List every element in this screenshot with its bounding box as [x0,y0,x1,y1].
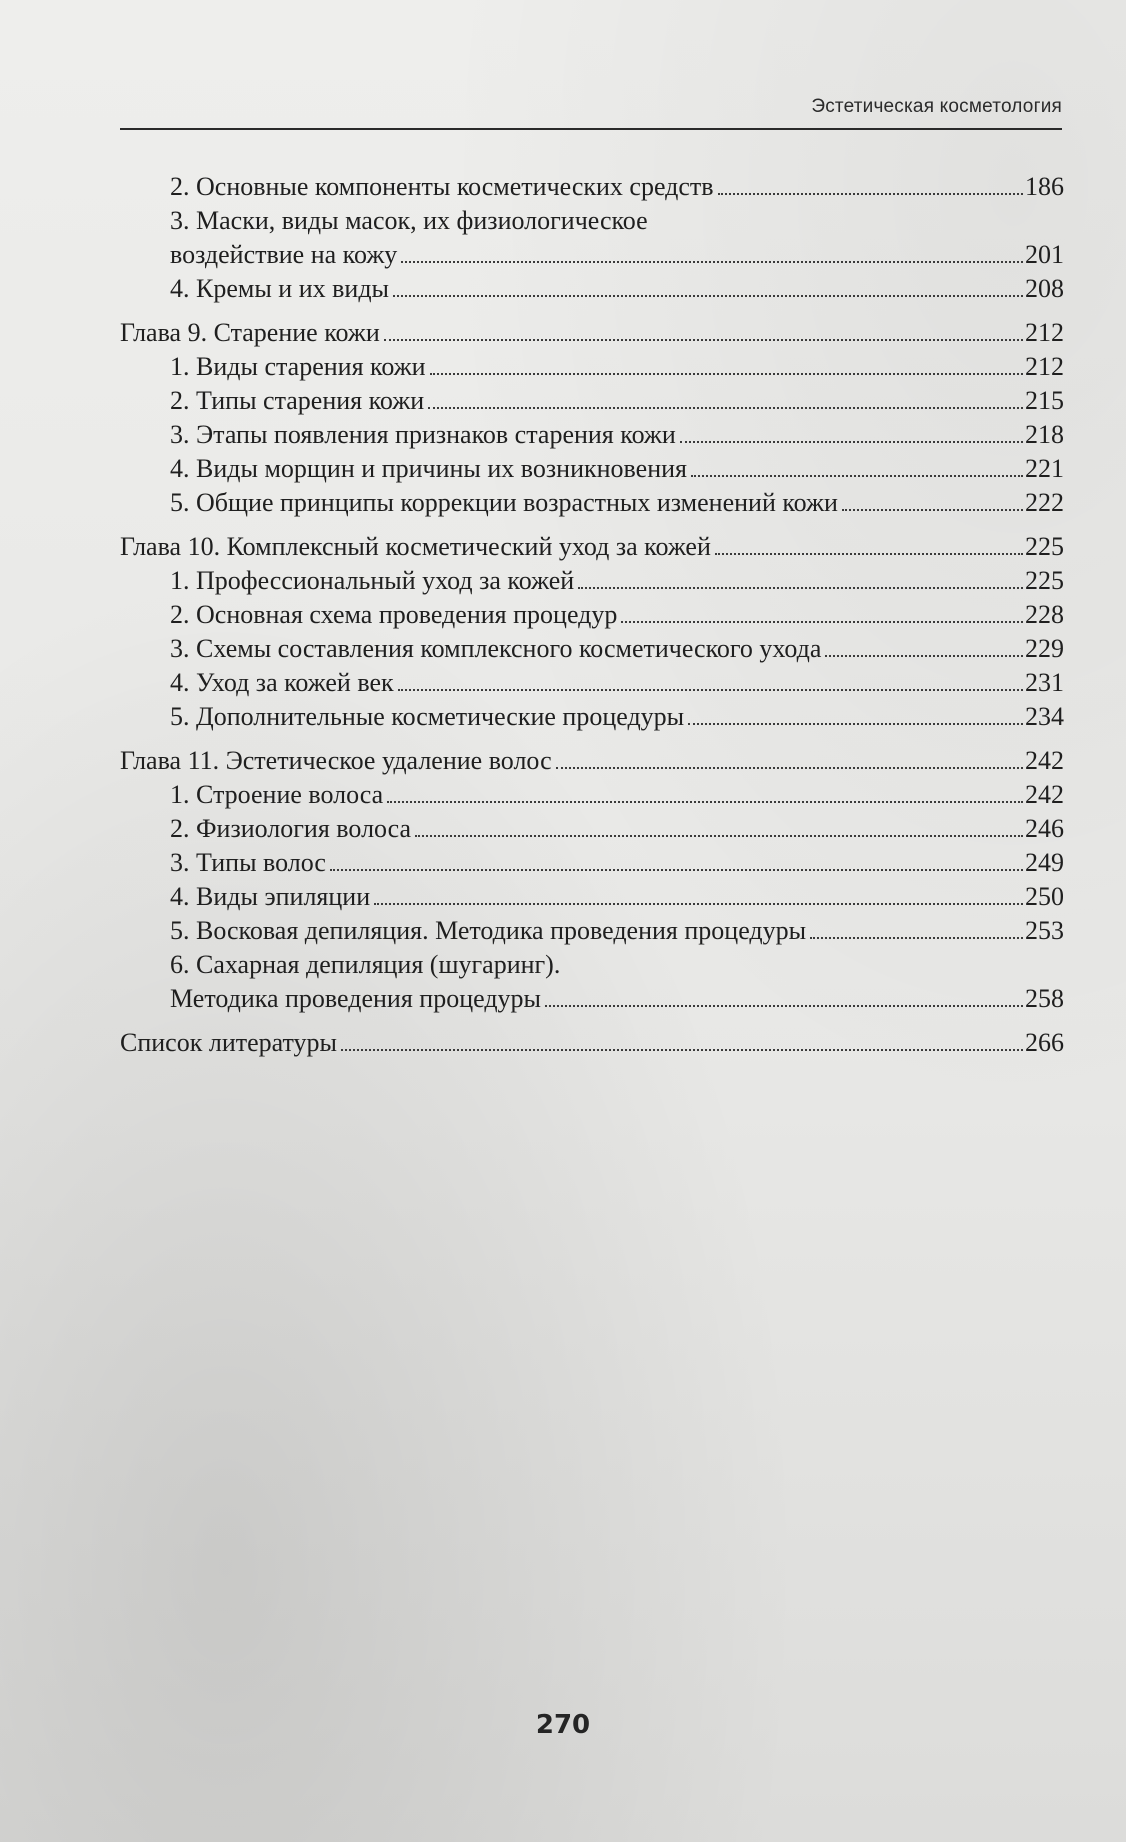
toc-entry-page: 249 [1025,848,1064,877]
dot-leader [578,587,1023,589]
toc-entry-page: 242 [1025,780,1064,809]
toc-chapter [120,316,1064,350]
toc-entry-page: 229 [1025,634,1064,663]
toc-entry-page: 212 [1025,352,1064,381]
toc-entry-title: 3. Типы волос [170,848,326,877]
dot-leader [415,835,1023,837]
dot-leader [715,553,1023,555]
toc-entry-page: 212 [1025,318,1064,347]
toc-entry-page: 242 [1025,746,1064,775]
dot-leader [387,801,1023,803]
dot-leader [691,475,1023,477]
toc-entry-title: 2. Типы старения кожи [170,386,425,415]
toc-entry [120,666,1064,700]
toc-entry-title: 3. Схемы составления комплексного косметического ухода [170,634,822,663]
dot-leader [842,509,1023,511]
toc-entry-title: 4. Виды морщин и причины их возникновения [170,454,687,483]
toc-entry-page: 215 [1025,386,1064,415]
dot-leader [680,441,1023,443]
toc-chapter [120,1026,1064,1060]
toc-entry-title: 1. Строение волоса [170,780,384,809]
toc-entry-page: 225 [1025,566,1064,595]
toc-entry [120,418,1064,452]
dot-leader [621,621,1023,623]
dot-leader [430,373,1023,375]
dot-leader [718,193,1023,195]
toc-entry-page: 222 [1025,488,1064,517]
toc-entry [120,812,1064,846]
toc-entry-title: 2. Основные компоненты косметических средств [170,172,714,201]
toc-entry [120,238,1064,272]
toc-entry-page: 228 [1025,600,1064,629]
toc-entry-title: 5. Общие принципы коррекции возрастных изменений кожи [170,488,838,517]
toc-entry [120,486,1064,520]
toc-entry-title: 2. Основная схема проведения процедур [170,600,618,629]
toc-chapter-title: Глава 11. Эстетическое удаление волос [120,746,552,775]
toc-entry-page: 231 [1025,668,1064,697]
toc-entry [120,452,1064,486]
toc-entry-title: 4. Виды эпиляции [170,882,371,911]
toc-entry [120,564,1064,598]
toc-entry-title: воздействие на кожу [170,240,398,269]
toc-chapter-title: Глава 9. Старение кожи [120,318,380,347]
toc-entry-page: 225 [1025,532,1064,561]
toc-entry [120,846,1064,880]
toc-entry [120,204,1064,238]
toc-entry-page: 253 [1025,916,1064,945]
toc-chapter-title: Глава 10. Комплексный косметический уход за кожей [120,532,711,561]
toc-entry-page: 258 [1025,984,1064,1013]
toc-entry-title: 4. Кремы и их виды [170,274,390,303]
dot-leader [556,767,1023,769]
toc-entry [120,700,1064,734]
dot-leader [384,339,1023,341]
dot-leader [341,1049,1023,1051]
toc-entry-title: 2. Физиология волоса [170,814,412,843]
dot-leader [393,295,1023,297]
toc-entry [120,272,1064,306]
toc-entry-page: 234 [1025,702,1064,731]
toc-entry [120,384,1064,418]
dot-leader [398,689,1023,691]
toc-entry-page: 250 [1025,882,1064,911]
toc-entry-title: 6. Сахарная депиляция (шугаринг). [170,950,561,979]
dot-leader [810,937,1023,939]
toc-chapter [120,530,1064,564]
toc-entry [120,778,1064,812]
dot-leader [545,1005,1023,1007]
toc-entry-title: 3. Этапы появления признаков старения кожи [170,420,676,449]
toc-entry-page: 201 [1025,240,1064,269]
toc-entry [120,948,1064,982]
toc-entry [120,632,1064,666]
toc-entry [120,982,1064,1016]
toc-entry-page: 186 [1025,172,1064,201]
toc-entry [120,914,1064,948]
toc-entry [120,598,1064,632]
toc-entry-page: 246 [1025,814,1064,843]
dot-leader [374,903,1023,905]
toc-entry-title: Методика проведения процедуры [170,984,542,1013]
header-rule [120,128,1062,130]
toc-entry [120,880,1064,914]
toc-entry-title: 4. Уход за кожей век [170,668,394,697]
toc-entry-page: 266 [1025,1028,1064,1057]
page-number: 270 [535,1710,591,1740]
toc-entry-title: 1. Виды старения кожи [170,352,426,381]
dot-leader [401,261,1023,263]
toc-entry-title: 5. Восковая депиляция. Методика проведения процедуры [170,916,807,945]
toc-entry-title: 5. Дополнительные косметические процедуры [170,702,685,731]
running-head: Эстетическая косметология [811,96,1062,117]
toc-chapter [120,744,1064,778]
toc-entry [120,350,1064,384]
dot-leader [825,655,1023,657]
toc-entry-page: 208 [1025,274,1064,303]
table-of-contents [120,170,1064,1060]
dot-leader [688,723,1023,725]
toc-chapter-title: Список литературы [120,1028,337,1057]
toc-entry-title: 1. Профессиональный уход за кожей [170,566,575,595]
toc-entry [120,170,1064,204]
dot-leader [330,869,1023,871]
dot-leader [428,407,1023,409]
toc-entry-page: 218 [1025,420,1064,449]
toc-entry-title: 3. Маски, виды масок, их физиологическое [170,206,648,235]
toc-entry-page: 221 [1025,454,1064,483]
